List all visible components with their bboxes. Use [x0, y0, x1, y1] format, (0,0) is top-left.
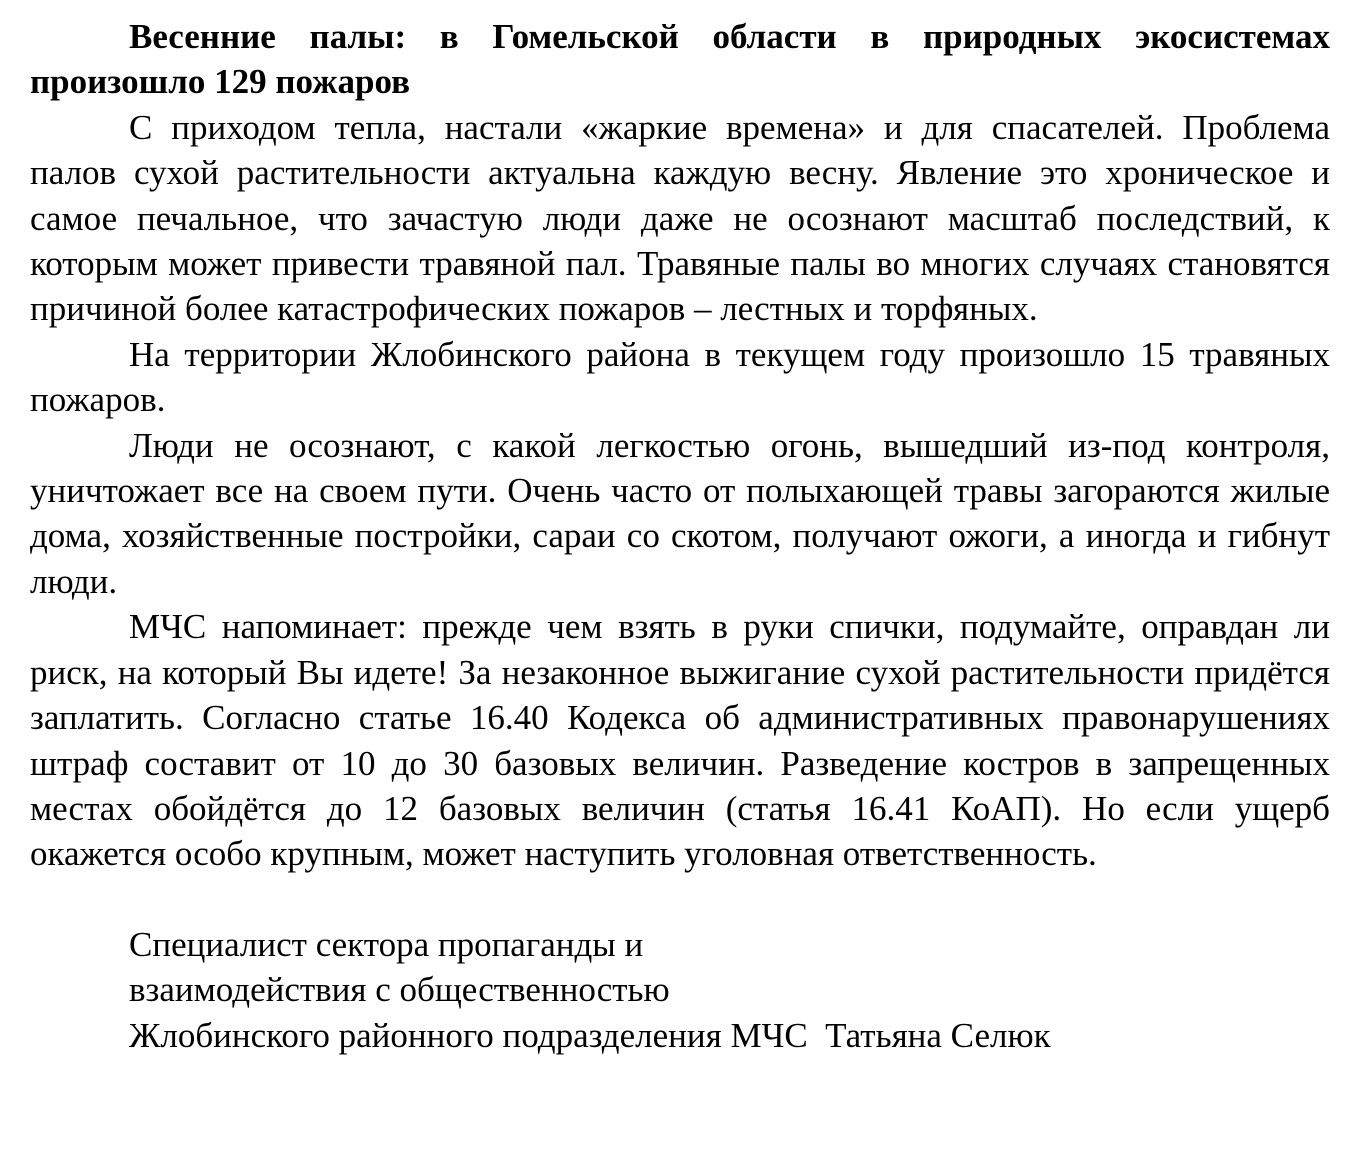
signature-line-author: Жлобинского районного подразделения МЧС Татьяна Селюк [129, 1015, 1051, 1055]
paragraph-warning: МЧС напоминает: прежде чем взять в руки спички, подумайте, оправдан ли риск, на который Вы идете! За незаконное выжигание сухой растительности придётся заплатить. Согласно статье 16.40 Кодекса об административных правонарушениях штраф составит от 10 до 30 базовых величин. Разведение костров в запрещенных местах обойдётся до 12 базовых величин (статья 16.41 КоАП). Но если ущерб окажется особо крупным, может наступить уголовная ответственность. [30, 607, 1330, 874]
document-body [30, 14, 1330, 1058]
signature-block [30, 922, 1330, 1058]
paragraph-intro: С приходом тепла, настали «жаркие времена» и для спасателей. Проблема палов сухой растительности актуальна каждую весну. Явление это хроническое и самое печальное, что зачастую люди даже не осознают масштаб последствий, к которым может привести травяной пал. Травяные палы во многих случаях становятся причиной более катастрофических пожаров – лестных и торфяных. [30, 107, 1330, 329]
paragraph-consequences: Люди не осознают, с какой легкостью огонь, вышедший из-под контроля, уничтожает все на своем пути. Очень часто от полыхающей травы загораются жилые дома, хозяйственные постройки, сараи со скотом, получают ожоги, а иногда и гибнут люди. [30, 425, 1330, 601]
article-title: Весенние палы: в Гомельской области в природных экосистемах произошло 129 пожаров [30, 17, 1330, 102]
paragraph-statistics: На территории Жлобинского района в текущем году произошло 15 травяных пожаров. [30, 334, 1330, 420]
signature-line-position: Специалист сектора пропаганды и [129, 924, 644, 964]
signature-line-department: взаимодействия с общественностью [129, 970, 670, 1010]
